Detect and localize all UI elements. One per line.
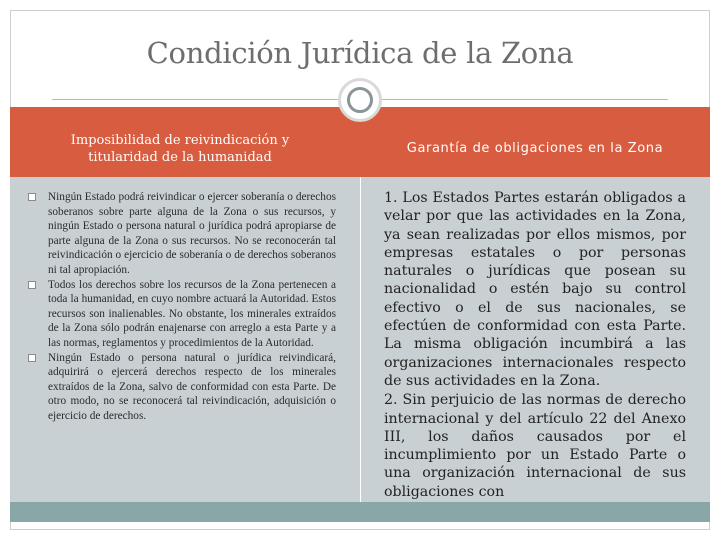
list-item (26, 278, 336, 351)
ring-inner-icon (347, 87, 373, 113)
footer-band (10, 502, 710, 522)
slide-title: Condición Jurídica de la Zona (146, 36, 574, 70)
paragraph: 2. Sin perjuicio de las normas de derecho internacional y del artículo 22 del Anexo III, los daños causados por el incumplimiento por un Estado Parte o una organización internacional de sus obligaciones con (384, 392, 686, 500)
list-item-text: Ningún Estado podrá reivindicar o ejercer soberanía o derechos soberanos sobre parte alguna de la Zona o sus recursos, y ningún Estado o persona natural o jurídica podrá apropiarse de parte alguna de la Zona o sus recursos. No se reconocerán tal reivindicación o ejercicio de soberanía o de derechos soberanos ni tal apropiación. (48, 191, 336, 276)
square-bullet-icon (28, 354, 36, 362)
list-item-text: Todos los derechos sobre los recursos de la Zona pertenecen a toda la humanidad, en cuyo nombre actuará la Autoridad. Estos recursos son inalienables. No obstante, los minerales extraídos de la Zona sólo podrán enajenarse con arreglo a esta Parte y a las normas, reglamentos y procedimientos de la Autoridad. (48, 278, 336, 349)
column-divider (360, 177, 361, 502)
right-column-text (384, 189, 686, 502)
right-column-header: Garantía de obligaciones en la Zona (406, 141, 664, 156)
square-bullet-icon (28, 281, 36, 289)
paragraph: 1. Los Estados Partes estarán obligados a velar por que las actividades en la Zona, ya sean realizadas por ellos mismos, por empresas estatales o por personas naturales o jurídicas que posean su nacionalidad o estén bajo su control efectivo o el de sus nacionales, se efectúen de conformidad con esta Parte. La misma obligación incumbirá a las organizaciones internacionales respecto de sus actividades en la Zona. (384, 190, 686, 389)
list-item-text: Ningún Estado o persona natural o jurídica reivindicará, adquirirá o ejercerá derechos respecto de los minerales extraídos de la Zona, salvo de conformidad con esta Parte. De otro modo, no se reconocerá tal reivindicación, adquisición o ejercicio de derechos. (48, 351, 336, 422)
ring-icon (338, 78, 382, 122)
list-item (26, 351, 336, 424)
square-bullet-icon (28, 193, 36, 201)
left-column-header: Imposibilidad de reivindicación y titularidad de la humanidad (70, 133, 290, 165)
list-item (26, 190, 336, 278)
left-bullet-list (26, 190, 336, 424)
